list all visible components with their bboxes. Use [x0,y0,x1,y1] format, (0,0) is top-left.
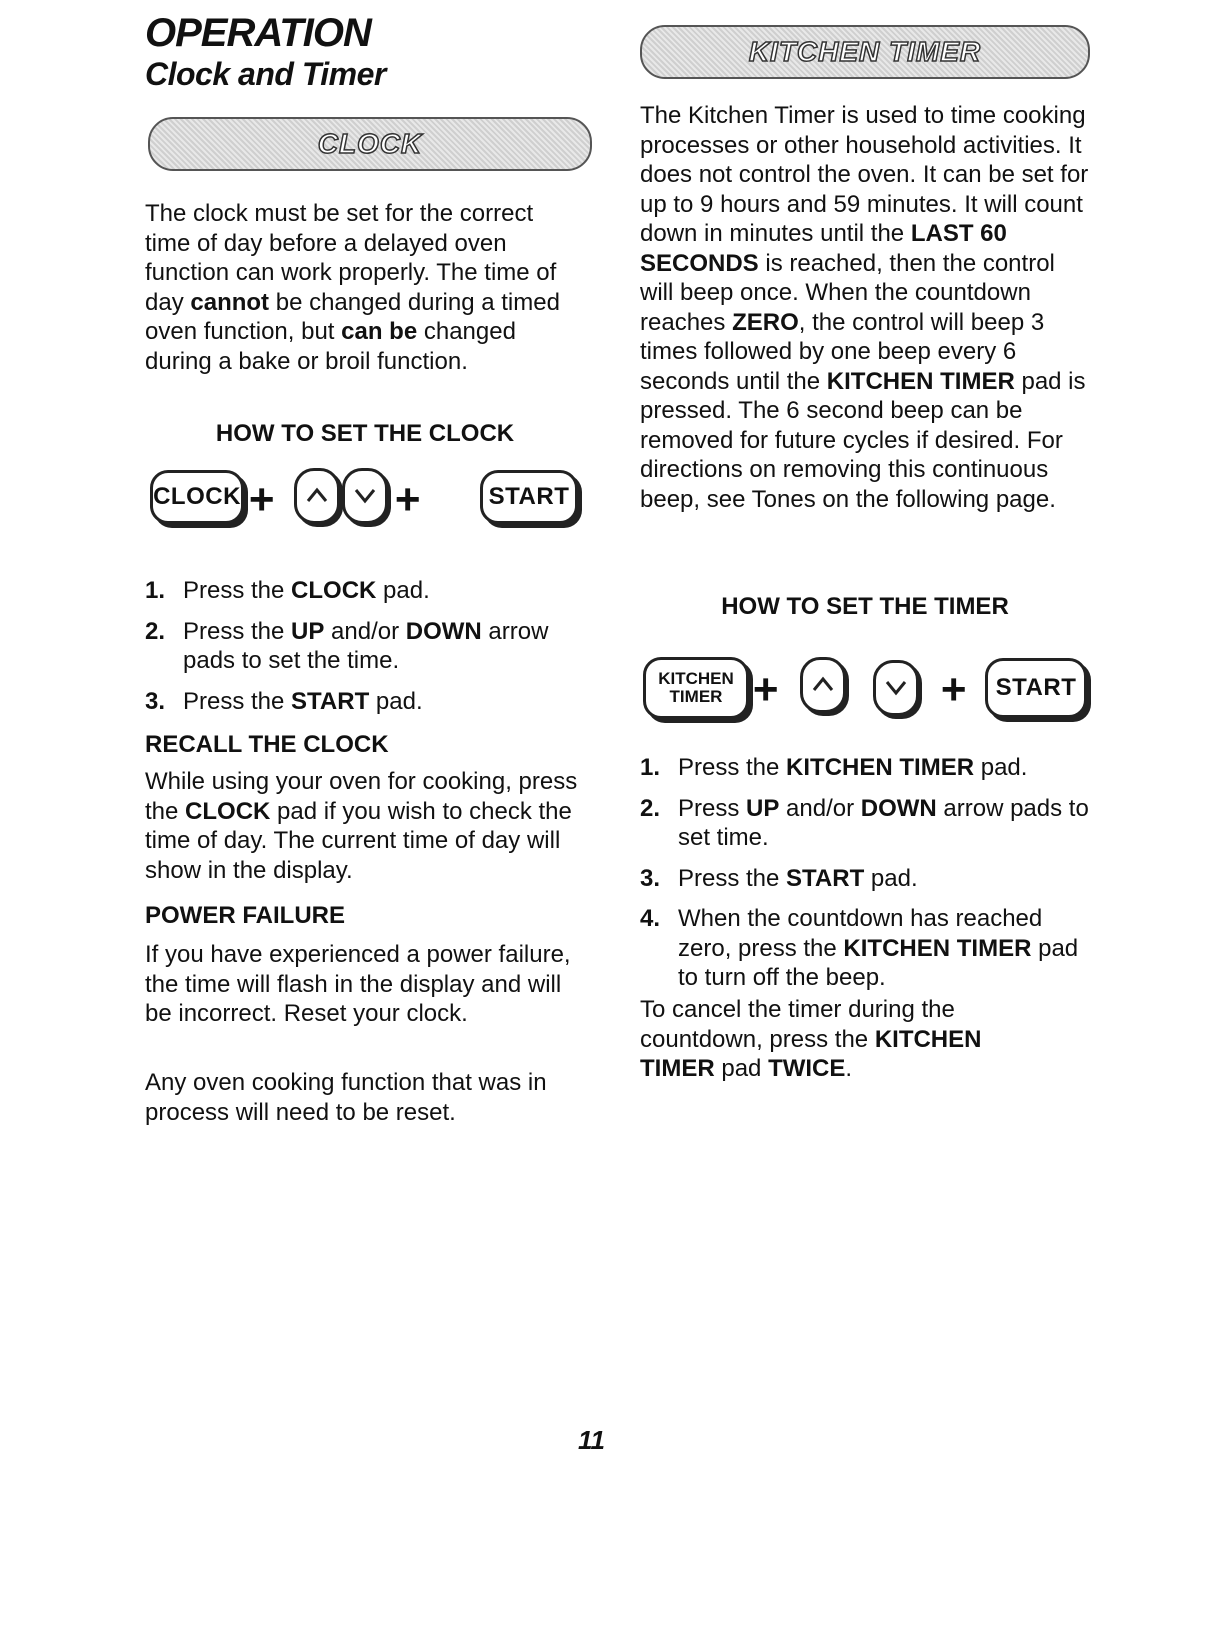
step-number: 1. [640,754,661,781]
kitchen-timer-pad: KITCHEN TIMER [643,657,749,719]
step-text: Press UP and/or DOWN arrow pads to set time. [678,794,1089,851]
step-text: Press the START pad. [183,687,423,715]
step-text: Press the UP and/or DOWN arrow pads to set the time. [183,617,549,674]
step-text: Press the CLOCK pad. [183,577,430,604]
step-item [145,576,590,606]
clock-banner: CLOCK [148,117,592,171]
step-number: 1. [145,577,166,604]
plus-sign: + [940,665,966,714]
step-item [640,753,1095,783]
plus-sign: + [752,665,778,714]
step-number: 2. [640,794,661,822]
recall-text: While using your oven for cooking, press the CLOCK pad if you wish to check the time of day. The current time of day will show in the display. [145,768,578,884]
up-arrow-pad [294,468,340,524]
step-item [145,617,590,676]
power-failure-reset-text: Any oven cooking function that was in process will need to be reset. [145,1069,547,1126]
cancel-timer-text: To cancel the timer during the countdown, press the KITCHEN TIMER pad TWICE. [640,996,982,1082]
clock-intro: The clock must be set for the correct time of day before a delayed oven function can work properly. The time of day cannot be changed during a timed oven function, but can be changed during a bake or broil function. [145,200,560,375]
recall-heading: RECALL THE CLOCK [145,731,389,758]
up-arrow-icon [811,674,835,694]
up-arrow-pad [800,657,846,713]
step-item [640,794,1095,853]
start-pad: START [480,470,578,524]
page-number: 11 [578,1425,605,1455]
step-number: 4. [640,905,661,932]
up-arrow-icon [305,485,329,505]
down-arrow-icon [884,677,908,697]
power-failure-heading: POWER FAILURE [145,902,346,929]
timer-how-to-heading: HOW TO SET THE TIMER [721,593,1009,620]
clock-how-to-heading: HOW TO SET THE CLOCK [215,420,515,447]
step-text: When the countdown has reached zero, press the KITCHEN TIMER pad to turn off the beep. [678,905,1079,991]
plus-sign: + [248,475,274,524]
power-failure-text: If you have experienced a power failure, the time will flash in the display and will be incorrect. Reset your clock. [145,941,571,1027]
plus-sign: + [394,475,420,524]
timer-intro: The Kitchen Timer is used to time cooking processes or other household activities. It does not control the oven. It can be set for up to 9 hours and 59 minutes. It will count down in minutes until the LAST 60 SECONDS is reached, then the control will beep once. When the countdown reaches ZERO, the control will beep 3 times followed by one beep every 6 seconds until the KITCHEN TIMER pad is pressed. The 6 second beep can be removed for future cycles if desired. For directions on removing this continuous beep, see Tones on the following page. [640,102,1089,513]
start-pad: START [985,658,1087,718]
page-title: OPERATION [145,11,371,55]
page-subtitle: Clock and Timer [145,56,386,92]
step-number: 3. [640,864,661,892]
step-number: 3. [145,687,166,715]
clock-pad: CLOCK [150,470,244,524]
timer-steps [640,753,1095,1004]
step-item [640,904,1095,993]
step-item [640,864,1095,894]
down-arrow-pad [342,468,388,524]
kitchen-timer-banner: KITCHEN TIMER [640,25,1090,79]
step-number: 2. [145,617,166,645]
down-arrow-icon [353,485,377,505]
step-text: Press the START pad. [678,864,918,892]
down-arrow-pad [873,660,919,716]
step-text: Press the KITCHEN TIMER pad. [678,754,1028,781]
step-item [145,687,590,717]
clock-steps [145,576,590,727]
